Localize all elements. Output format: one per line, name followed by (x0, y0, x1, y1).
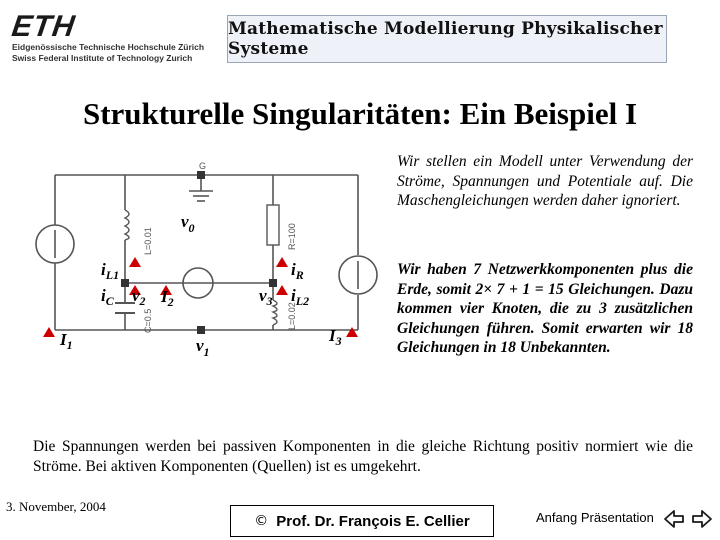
next-slide-arrow-icon[interactable] (690, 507, 714, 531)
label-il2: $i_{L2}$ (291, 286, 310, 308)
label-ic: $i_C$ (101, 286, 114, 308)
label-i1: $I_1$ (60, 330, 73, 352)
author-name: Prof. Dr. François E. Cellier (276, 512, 470, 530)
arrow-il2 (276, 285, 288, 295)
label-v0: $v_0$ (181, 212, 195, 235)
label-c-value: C=0.5 (143, 308, 153, 333)
label-v2: $v_2$ (132, 286, 146, 308)
arrow-i1 (43, 327, 55, 337)
paragraph-equations: Wir haben 7 Netzwerkkomponenten plus die Erde, somit 2× 7 + 1 = 15 Gleichungen. Dazu kommen vier Knoten, die zu 3 zusätzlichen Gleichungen führen. Somit erwarten wir 18 Gleichungen in 18 Unbekannten. (397, 261, 693, 356)
eth-logo (9, 10, 205, 64)
circuit-svg (33, 155, 383, 370)
label-r-value: R=100 (287, 223, 297, 250)
label-i3: $I_3$ (329, 326, 342, 348)
inductor-l1 (125, 210, 129, 240)
inductor-l2 (273, 300, 277, 325)
arrow-i3 (346, 327, 358, 337)
paragraph-voltages: Die Spannungen werden bei passiven Komponenten in die gleiche Richtung positiv normiert wie die Ströme. Bei aktiven Komponenten (Quellen) ist es umgekehrt. (33, 438, 693, 475)
home-link[interactable]: Anfang Präsentation (536, 510, 654, 525)
slide-title: Strukturelle Singularitäten: Ein Beispiel I (82, 96, 638, 131)
arrow-ir (276, 257, 288, 267)
paragraph-model: Wir stellen ein Modell unter Verwendung der Ströme, Spannungen und Potentiale auf. Die Maschengleichungen werden daher ignoriert. (397, 153, 693, 209)
label-v1: $v_1$ (196, 336, 210, 359)
slide-date: 3. November, 2004 (6, 499, 106, 514)
label-ir: $i_R$ (291, 260, 304, 282)
course-title-banner (227, 15, 667, 63)
prev-slide-arrow-icon[interactable] (662, 507, 686, 531)
label-l2-value: L=0.02 (287, 302, 297, 330)
arrow-il1 (129, 257, 141, 267)
label-v3: $v_3$ (259, 286, 273, 308)
author-box (230, 505, 494, 537)
label-il1: $i_{L1}$ (101, 260, 120, 282)
label-ground: G (199, 161, 207, 171)
label-i2: $I_2$ (161, 287, 174, 309)
node-v0 (197, 171, 205, 179)
circuit-diagram (33, 155, 383, 370)
course-title: Mathematische Modellierung Physikalischer Systeme (228, 19, 663, 59)
node-v1 (197, 326, 205, 334)
resistor-r (267, 205, 279, 245)
copyright-icon: © (254, 513, 269, 529)
node-v3 (269, 279, 277, 287)
label-l1-value: L=0.01 (143, 227, 153, 255)
node-v2 (121, 279, 129, 287)
eth-logo-line1: Eidgenössische Technische Hochschule Zürich (12, 42, 205, 52)
eth-logo-text: ETH (9, 10, 78, 43)
eth-logo-line2: Swiss Federal Institute of Technology Zurich (12, 53, 193, 63)
